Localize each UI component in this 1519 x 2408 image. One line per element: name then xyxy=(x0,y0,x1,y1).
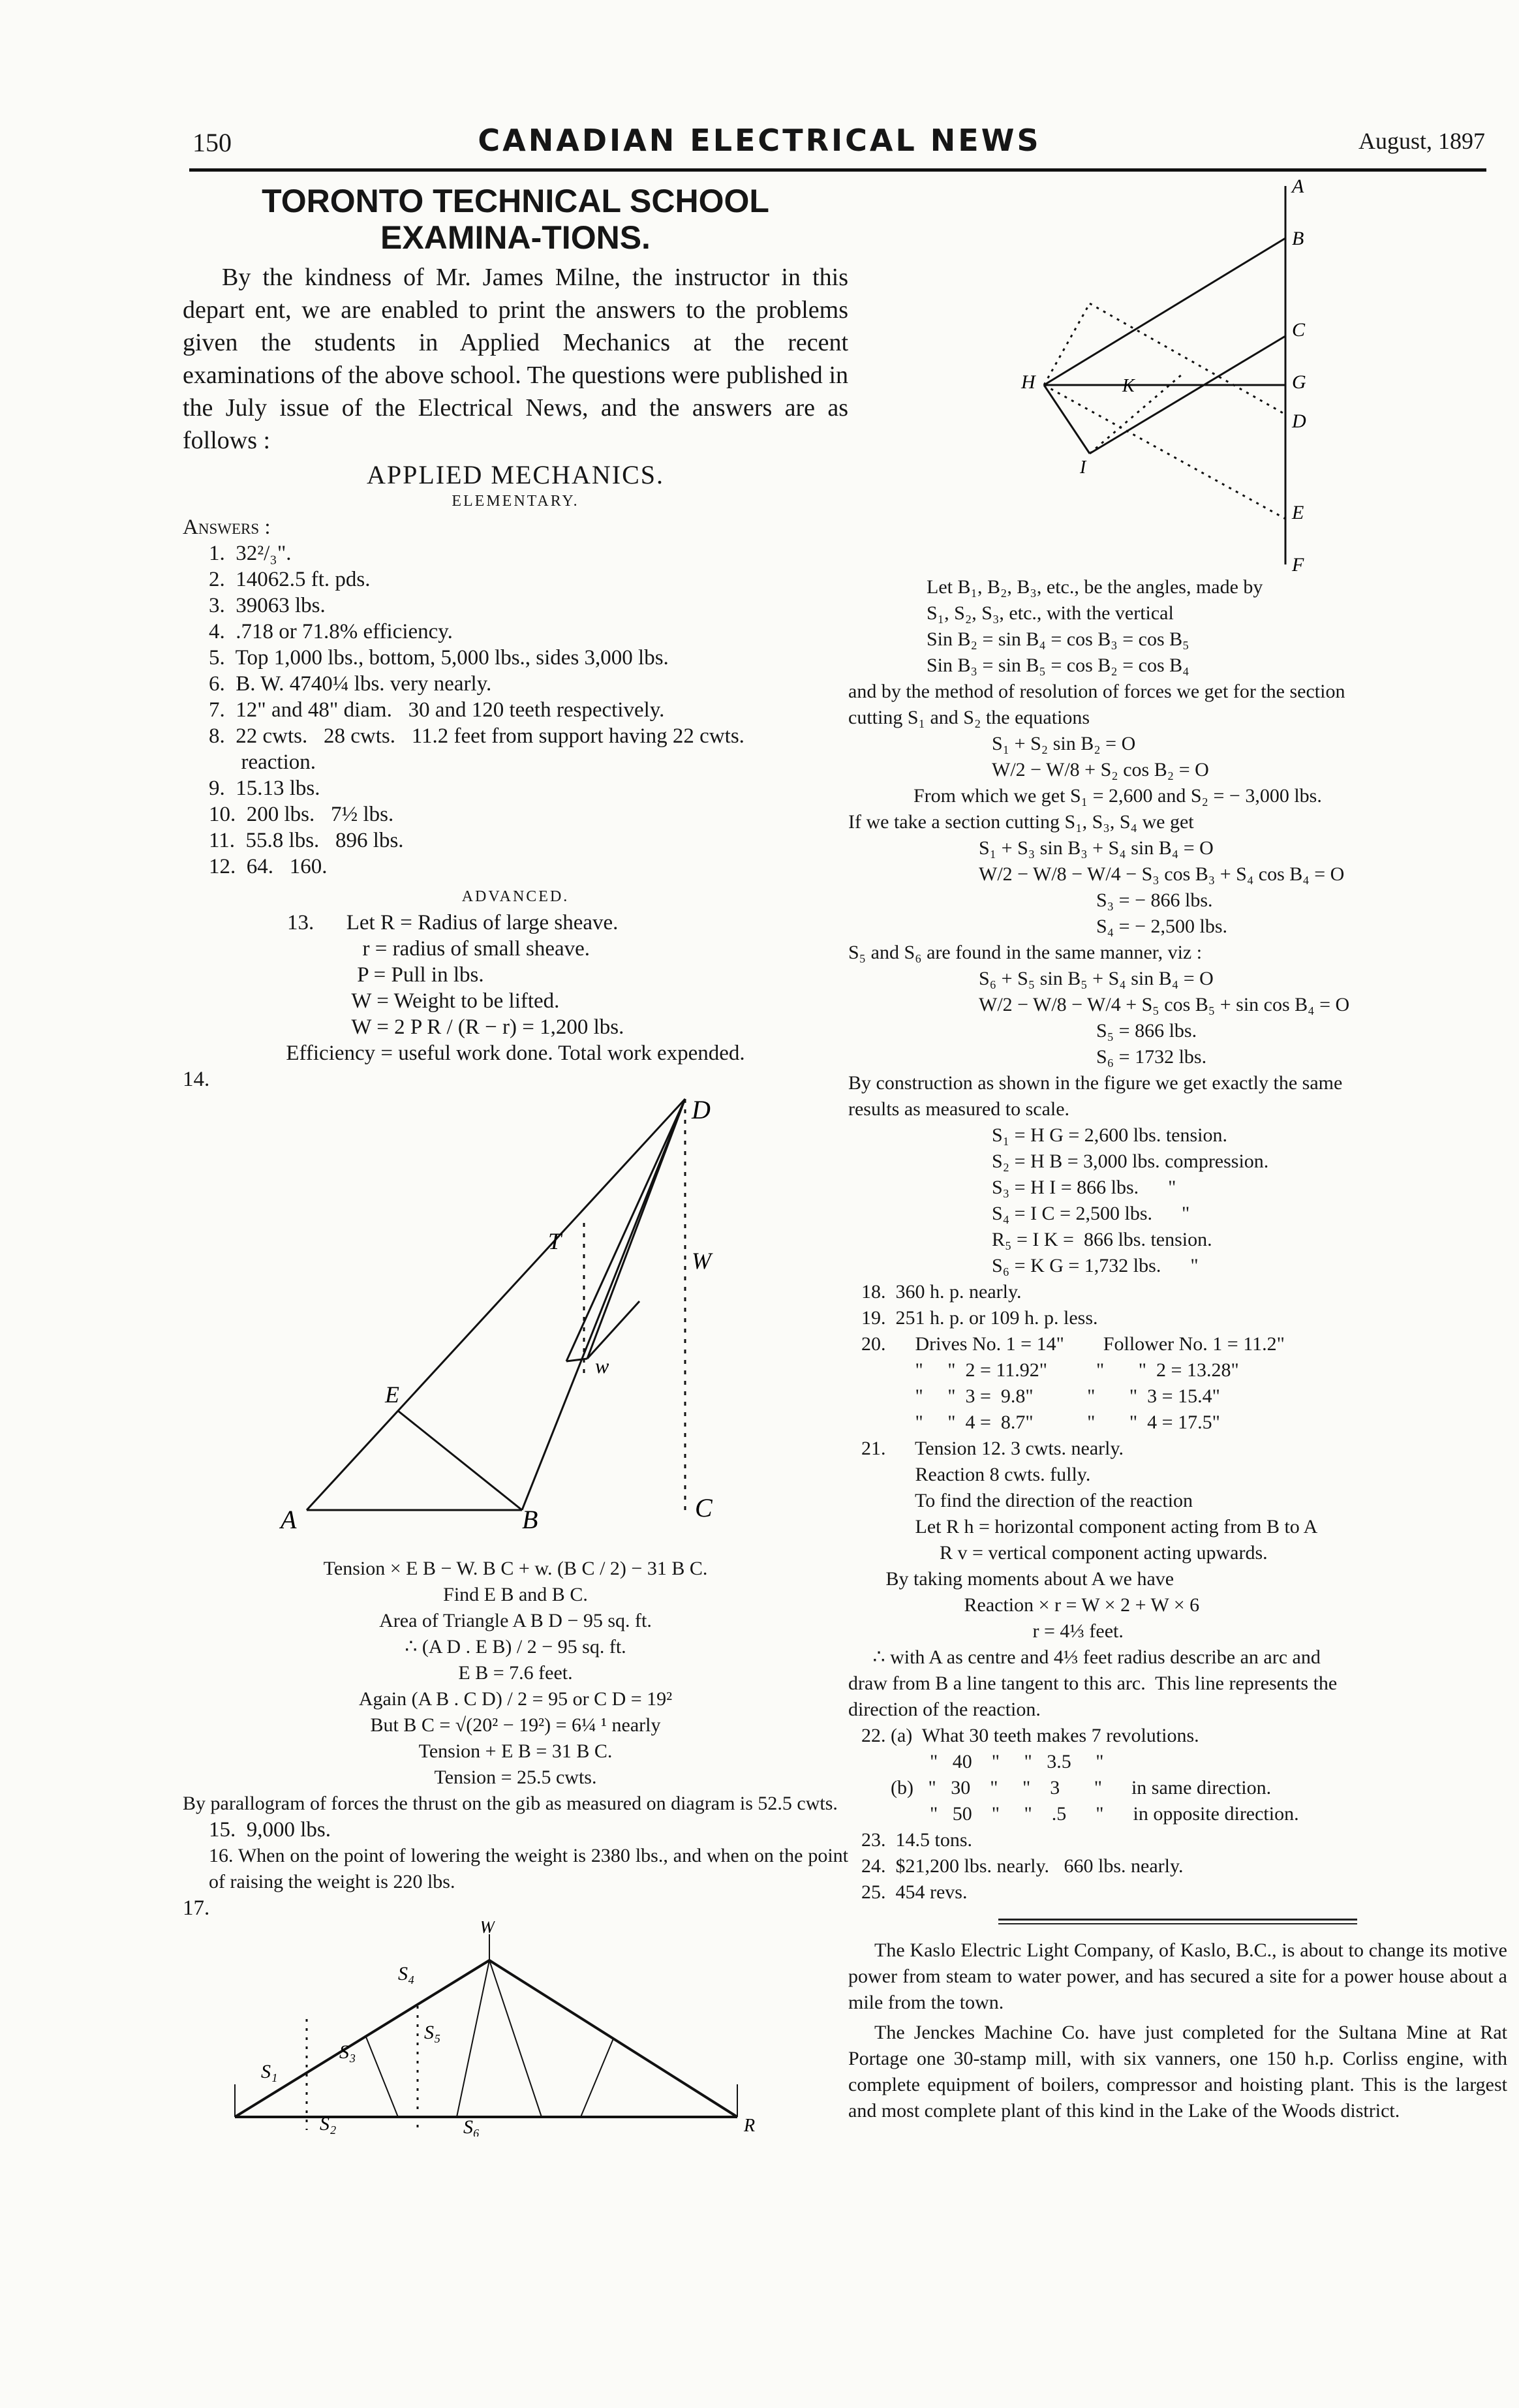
news-item-kaslo: The Kaslo Electric Light Company, of Kaslo, B.C., is about to change its motive power from steam to water power, and has secured a site for a power house about a mile from the town. xyxy=(848,1939,1507,2013)
fig14-label-W: W xyxy=(692,1248,711,1274)
q14-line: Tension + E B = 31 B C. xyxy=(418,1740,613,1762)
eq-line: S₆ = 1732 lbs. xyxy=(1096,1046,1207,1068)
answer-line: By taking moments about A we have xyxy=(861,1568,1174,1590)
left-column xyxy=(183,183,848,2143)
eq-line: W/2 − W/8 − W/4 − S₃ cos B₃ + S₄ cos B₄ = O xyxy=(979,863,1345,885)
page-number: 150 xyxy=(192,128,232,157)
answers-list xyxy=(183,540,848,880)
fig17-label-W: W xyxy=(480,1921,495,1937)
answer-line: 20. Drives No. 1 = 14" Follower No. 1 = 11.2" xyxy=(861,1333,1285,1355)
answer-line: " 50 " " .5 " in opposite direction. xyxy=(861,1803,1299,1825)
figR-label-I: I xyxy=(1080,457,1086,478)
answer-line: r = 4⅓ feet. xyxy=(861,1620,1124,1642)
answer-line: 12. 64. 160. xyxy=(209,855,328,878)
elementary-heading: ELEMENTARY. xyxy=(452,493,579,510)
answer-line: 9. 15.13 lbs. xyxy=(209,777,320,800)
eq-line: W/2 − W/8 + S₂ cos B₂ = O xyxy=(992,759,1209,780)
answer-line: 4. .718 or 71.8% efficiency. xyxy=(209,620,453,643)
answer-line: 24. $21,200 lbs. nearly. 660 lbs. nearly. xyxy=(861,1855,1184,1877)
figure-force-diagram xyxy=(1018,179,1383,578)
q13-line: r = radius of small sheave. xyxy=(287,937,591,961)
figR-label-C: C xyxy=(1292,319,1306,341)
news-item-jenckes: The Jenckes Machine Co. have just completed for the Sultana Mine at Rat Portage one 30-stamp mill, with six vanners, one 150 h.p. Corliss engine, with complete equipment of boilers, compressor and hoisting plant. This is the largest and most complete plant of this kind in the Lake of the Woods district. xyxy=(848,2022,1507,2122)
figure-14-crane-diagram xyxy=(183,1092,835,1549)
answer-line: Reaction × r = W × 2 + W × 6 xyxy=(861,1594,1200,1616)
eq-line: R₅ = I K = 866 lbs. tension. xyxy=(992,1229,1212,1250)
fig14-label-T: T xyxy=(548,1228,562,1254)
answer-line: 19. 251 h. p. or 109 h. p. less. xyxy=(861,1307,1098,1329)
fig14-label-E: E xyxy=(385,1382,399,1408)
answer-line: 23. 14.5 tons. xyxy=(861,1829,973,1851)
eq-line: Let B₁, B₂, B₃, etc., be the angles, made by xyxy=(927,576,1263,598)
eq-line: S₁, S₂, S₃, etc., with the vertical xyxy=(927,602,1174,624)
eq-line: S₆ + S₅ sin B₅ + S₄ sin B₄ = O xyxy=(979,968,1214,989)
q14-line: Area of Triangle A B D − 95 sq. ft. xyxy=(379,1610,652,1631)
answer-line: 18. 360 h. p. nearly. xyxy=(861,1281,1022,1303)
fig17-label-R: R xyxy=(744,2116,756,2136)
eq-line: S₅ and S₆ are found in the same manner, viz : xyxy=(848,942,1203,963)
eq-line: and by the method of resolution of forces we get for the section xyxy=(848,681,1345,702)
answer-line: 25. 454 revs. xyxy=(861,1881,968,1903)
eq-line: S₃ = − 866 lbs. xyxy=(1096,889,1213,911)
efficiency-line: Efficiency = useful work done. Total work expended. xyxy=(286,1042,745,1065)
figR-label-H: H xyxy=(1021,371,1036,393)
advanced-heading: ADVANCED. xyxy=(461,888,570,905)
eq-line: S₁ = H G = 2,600 lbs. tension. xyxy=(992,1124,1227,1146)
figR-label-G: G xyxy=(1292,371,1306,393)
answer-line: 8. 22 cwts. 28 cwts. 11.2 feet from support having 22 cwts. xyxy=(209,724,744,748)
answers-label: Answers : xyxy=(183,516,271,539)
answer-line: 10. 200 lbs. 7½ lbs. xyxy=(209,803,394,826)
eq-line: S₄ = I C = 2,500 lbs. " xyxy=(992,1203,1190,1224)
figure-17-roof-truss xyxy=(183,1921,835,2137)
q14-line: Tension = 25.5 cwts. xyxy=(434,1767,597,1788)
answer-line: 21. Tension 12. 3 cwts. nearly. xyxy=(861,1438,1124,1459)
fig17-label-S4: S₄ xyxy=(398,1963,415,1984)
right-column xyxy=(848,574,1507,2128)
answer-line: 5. Top 1,000 lbs., bottom, 5,000 lbs., sides 3,000 lbs. xyxy=(209,646,669,670)
header-rule xyxy=(189,168,1486,172)
fig17-label-S5: S₅ xyxy=(424,2022,441,2043)
q14-line: E B = 7.6 feet. xyxy=(458,1662,573,1684)
answer-line: 2. 14062.5 ft. pds. xyxy=(209,568,371,591)
q14-label: 14. xyxy=(183,1068,210,1091)
q13-line: W = Weight to be lifted. xyxy=(287,989,560,1013)
answer-line: " 40 " " 3.5 " xyxy=(861,1751,1104,1772)
q13-line: W = 2 P R / (R − r) = 1,200 lbs. xyxy=(287,1015,624,1039)
article-intro: By the kindness of Mr. James Milne, the instructor in this depart ent, we are enabled to print the answers to the problems given the students in Applied Mechanics at the recent examinations of the above school. The questions were published in the July issue of the Electrical News, and the answers are as follows : xyxy=(183,264,848,454)
figR-label-A: A xyxy=(1292,179,1304,197)
answer-line: R v = vertical component acting upwards. xyxy=(861,1542,1268,1564)
eq-line: Sin B₃ = sin B₅ = cos B₂ = cos B₄ xyxy=(927,655,1189,676)
eq-line: From which we get S₁ = 2,600 and S₂ = − 3,000 lbs. xyxy=(913,785,1322,807)
answer-line: 11. 55.8 lbs. 896 lbs. xyxy=(209,829,404,852)
answer-line: " " 4 = 8.7" " " 4 = 17.5" xyxy=(861,1412,1220,1433)
figR-label-D: D xyxy=(1292,410,1306,432)
section-divider xyxy=(998,1919,1357,1924)
q14-line: But B C = √(20² − 19²) = 6¼ ¹ nearly xyxy=(370,1714,661,1736)
q13-line: 13. Let R = Radius of large sheave. xyxy=(287,911,619,934)
issue-date: August, 1897 xyxy=(1358,128,1485,154)
fig14-label-C: C xyxy=(695,1493,713,1522)
eq-line: S₄ = − 2,500 lbs. xyxy=(1096,916,1227,937)
fig17-label-S3: S₃ xyxy=(339,2041,356,2063)
figR-label-B: B xyxy=(1292,228,1304,249)
eq-line: S₂ = H B = 3,000 lbs. compression. xyxy=(992,1150,1269,1172)
fig17-label-S6: S₆ xyxy=(463,2116,480,2137)
q13-line: P = Pull in lbs. xyxy=(287,963,484,987)
answer-line: To find the direction of the reaction xyxy=(861,1490,1193,1511)
journal-title: CANADIAN ELECTRICAL NEWS xyxy=(478,123,1041,158)
answer-line: ∴ with A as centre and 4⅓ feet radius describe an arc and xyxy=(848,1646,1321,1668)
answer-line: 22. (a) What 30 teeth makes 7 revolutions. xyxy=(861,1725,1199,1746)
q14-line: Tension × E B − W. B C + w. (B C / 2) − 31 B C. xyxy=(323,1558,708,1579)
answer-line: direction of the reaction. xyxy=(848,1699,1041,1720)
eq-line: If we take a section cutting S₁, S₃, S₄ we get xyxy=(848,811,1194,833)
eq-line: cutting S₁ and S₂ the equations xyxy=(848,707,1090,728)
eq-line: results as measured to scale. xyxy=(848,1098,1070,1120)
figR-label-F: F xyxy=(1292,554,1304,576)
answer-16: 16. When on the point of lowering the weight is 2380 lbs., and when on the point of raising the weight is 220 lbs. xyxy=(209,1845,848,1892)
eq-line: S₅ = 866 lbs. xyxy=(1096,1020,1197,1042)
fig14-label-A: A xyxy=(281,1505,297,1534)
fig14-label-w: w xyxy=(595,1354,609,1378)
eq-line: S₁ + S₃ sin B₃ + S₄ sin B₄ = O xyxy=(979,837,1214,859)
fig14-label-B: B xyxy=(522,1505,538,1534)
eq-line: S₃ = H I = 866 lbs. " xyxy=(992,1177,1176,1198)
q17-label: 17. xyxy=(183,1896,210,1920)
q14-line: Again (A B . C D) / 2 = 95 or C D = 19² xyxy=(358,1688,673,1710)
article-title: TORONTO TECHNICAL SCHOOL EXAMINA-TIONS. xyxy=(262,183,769,256)
eq-line: S₁ + S₂ sin B₂ = O xyxy=(992,733,1136,754)
figR-label-K: K xyxy=(1122,376,1135,396)
eq-line: W/2 − W/8 − W/4 + S₅ cos B₅ + sin cos B₄ = O xyxy=(979,994,1350,1015)
answer-line: reaction. xyxy=(209,750,316,774)
answer-line: 1. 32²/₃". xyxy=(209,542,292,565)
figR-label-E: E xyxy=(1292,502,1304,523)
eq-line: By construction as shown in the figure we get exactly the same xyxy=(848,1072,1343,1094)
q14-line: ∴ (A D . E B) / 2 − 95 sq. ft. xyxy=(405,1636,626,1658)
answer-line: draw from B a line tangent to this arc. This line represents the xyxy=(848,1673,1338,1694)
answer-line: " " 2 = 11.92" " " 2 = 13.28" xyxy=(861,1359,1239,1381)
fig14-label-D: D xyxy=(692,1095,711,1124)
eq-line: Sin B₂ = sin B₄ = cos B₃ = cos B₅ xyxy=(927,628,1189,650)
answer-line: 6. B. W. 4740¼ lbs. very nearly. xyxy=(209,672,492,696)
q14-line: Find E B and B C. xyxy=(443,1584,588,1605)
answer-line: (b) " 30 " " 3 " in same direction. xyxy=(861,1777,1272,1798)
section-title: APPLIED MECHANICS. xyxy=(366,460,665,489)
answer-line: " " 3 = 9.8" " " 3 = 15.4" xyxy=(861,1385,1220,1407)
answer-line: Reaction 8 cwts. fully. xyxy=(861,1464,1091,1485)
answer-line: Let R h = horizontal component acting from B to A xyxy=(861,1516,1318,1537)
fig17-label-S2: S₂ xyxy=(320,2113,337,2135)
answer-15: 15. 9,000 lbs. xyxy=(209,1818,331,1842)
answer-line: 7. 12" and 48" diam. 30 and 120 teeth respectively. xyxy=(209,698,665,722)
eq-line: S₆ = K G = 1,732 lbs. " xyxy=(992,1255,1199,1276)
q14-note: By parallogram of forces the thrust on the gib as measured on diagram is 52.5 cwts. xyxy=(183,1793,838,1814)
fig17-label-S1: S₁ xyxy=(261,2061,278,2082)
answer-line: 3. 39063 lbs. xyxy=(209,594,326,617)
